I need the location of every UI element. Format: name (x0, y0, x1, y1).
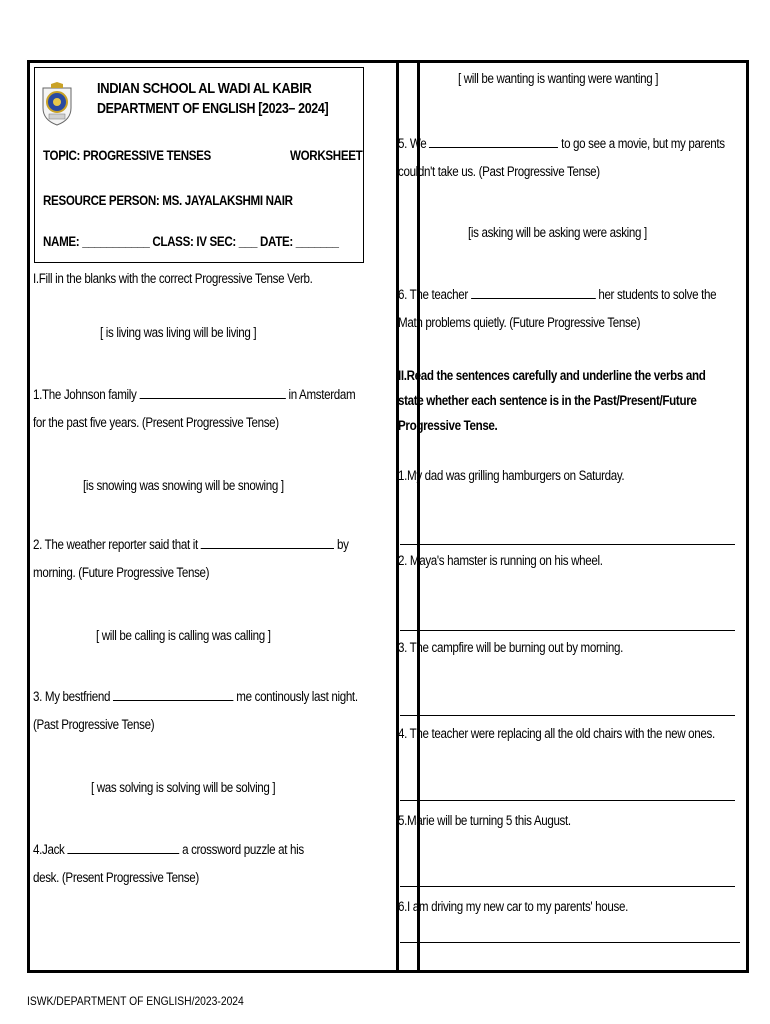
q1-blank[interactable] (139, 386, 285, 399)
s2-answer-line-2[interactable] (400, 630, 735, 631)
q6-line2: Math problems quietly. (Future Progressive Tense) (398, 315, 641, 330)
worksheet-label: WORKSHEET (290, 148, 363, 163)
q2-line2: morning. (Future Progressive Tense) (33, 565, 210, 580)
s2-item-6: 6.I am driving my new car to my parents' house. (398, 899, 628, 914)
worksheet-frame (27, 60, 749, 973)
header-box (34, 67, 364, 263)
s2-item-2: 2. Maya's hamster is running on his wheel. (398, 553, 603, 568)
s2-item-1: 1.My dad was grilling hamburgers on Saturday. (398, 468, 625, 483)
topic-label: TOPIC: PROGRESSIVE TENSES (43, 148, 211, 163)
q4-blank[interactable] (67, 841, 179, 854)
section2-heading-2: state whether each sentence is in the Past/Present/Future (398, 393, 697, 408)
column-divider (396, 63, 420, 970)
q6-line1: 6. The teacher her students to solve the (398, 287, 717, 302)
q6-options: [is asking will be asking were asking ] (468, 225, 647, 240)
s2-item-3: 3. The campfire will be burning out by morning. (398, 640, 623, 655)
q2-blank[interactable] (201, 536, 334, 549)
q2-line1: 2. The weather reporter said that it by (33, 537, 349, 552)
q5-line2: couldn't take us. (Past Progressive Tense) (398, 164, 600, 179)
s2-answer-line-1[interactable] (400, 544, 735, 545)
s2-answer-line-4[interactable] (400, 800, 735, 801)
department-title: DEPARTMENT OF ENGLISH [2023– 2024] (97, 101, 329, 117)
q6-blank[interactable] (471, 286, 596, 299)
student-info-fields: NAME: ___________ CLASS: IV SEC: ___ DATE: _______ (43, 234, 339, 249)
section2-heading-3: Progressive Tense. (398, 418, 498, 433)
s2-item-5: 5.Marie will be turning 5 this August. (398, 813, 571, 828)
q2-options: [is snowing was snowing will be snowing ] (83, 478, 284, 493)
page-footer: ISWK/DEPARTMENT OF ENGLISH/2023-2024 (27, 994, 244, 1008)
q3-line2: (Past Progressive Tense) (33, 717, 155, 732)
q3-options: [ will be calling is calling was calling ] (96, 628, 271, 643)
s2-item-4: 4. The teacher were replacing all the old chairs with the new ones. (398, 726, 715, 741)
school-logo-icon (41, 82, 73, 126)
s2-answer-line-5[interactable] (400, 886, 735, 887)
q5-options: [ will be wanting is wanting were wanting ] (458, 71, 659, 86)
s2-answer-line-3[interactable] (400, 715, 735, 716)
q1-options: [ is living was living will be living ] (100, 325, 257, 340)
resource-person: RESOURCE PERSON: MS. JAYALAKSHMI NAIR (43, 193, 293, 208)
q1-line2: for the past five years. (Present Progressive Tense) (33, 415, 279, 430)
s2-answer-line-6[interactable] (400, 942, 740, 943)
q3-line1: 3. My bestfriend me continously last night. (33, 689, 358, 704)
q4-line2: desk. (Present Progressive Tense) (33, 870, 199, 885)
section1-heading: I.Fill in the blanks with the correct Progressive Tense Verb. (33, 271, 313, 286)
school-name: INDIAN SCHOOL AL WADI AL KABIR (97, 80, 312, 97)
q1-line1: 1.The Johnson family in Amsterdam (33, 387, 356, 402)
q3-blank[interactable] (113, 688, 233, 701)
q5-blank[interactable] (429, 135, 558, 148)
q4-line1: 4.Jack a crossword puzzle at his (33, 842, 304, 857)
q4-options: [ was solving is solving will be solving ] (91, 780, 276, 795)
section2-heading-1: II.Read the sentences carefully and underline the verbs and (398, 368, 706, 383)
q5-line1: 5. We to go see a movie, but my parents (398, 136, 725, 151)
